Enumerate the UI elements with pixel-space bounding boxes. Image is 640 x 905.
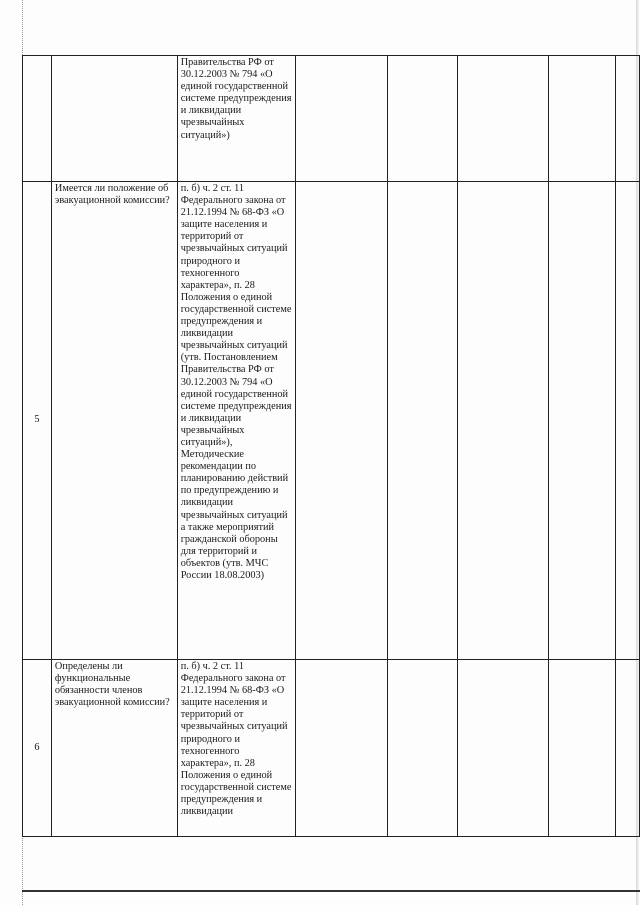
table-row [23,182,640,660]
row-number-cell: 5 [23,182,52,660]
empty-cell [388,182,458,660]
row-number-cell: 6 [23,660,52,837]
empty-cell [295,182,388,660]
question-cell: Имеется ли положение об эвакуационной комиссии? [51,182,177,660]
empty-cell [549,56,616,182]
page-bottom-border [22,890,640,892]
question-cell: Определены ли функциональные обязанности членов эвакуационной комиссии? [51,660,177,837]
table-row [23,660,640,837]
empty-cell [295,56,388,182]
empty-cell [549,182,616,660]
empty-cell [457,660,549,837]
empty-cell [616,660,640,837]
legal-basis-cell: п. б) ч. 2 ст. 11 Федерального закона от 21.12.1994 № 68-ФЗ «О защите населения и территорий от чрезвычайных ситуаций природного и техногенного характера», п. 28 Положения о единой государственной системе предупреждения и ликвидации [177,660,295,837]
table-row [23,56,640,182]
empty-cell [457,182,549,660]
inspection-checklist-table [22,55,640,837]
empty-cell [457,56,549,182]
empty-cell [388,56,458,182]
question-cell [51,56,177,182]
empty-cell [388,660,458,837]
legal-basis-cell: п. б) ч. 2 ст. 11 Федерального закона от 21.12.1994 № 68-ФЗ «О защите населения и территорий от чрезвычайных ситуаций природного и техногенного характера», п. 28 Положения о единой государственной системе предупреждения и ликвидации чрезвычайных ситуаций (утв. Постановлением Правительства РФ от 30.12.2003 № 794 «О единой государственной системе предупреждения и ликвидации чрезвычайных ситуаций»), Методические рекомендации по планированию действий по предупреждению и ликвидации чрезвычайных ситуаций а также мероприятий гражданской обороны для территорий и объектов (утв. МЧС России 18.08.2003) [177,182,295,660]
empty-cell [616,56,640,182]
legal-basis-cell: Правительства РФ от 30.12.2003 № 794 «О единой государственной системе предупреждения и ликвидации чрезвычайных ситуаций») [177,56,295,182]
empty-cell [616,182,640,660]
empty-cell [295,660,388,837]
empty-cell [549,660,616,837]
row-number-cell [23,56,52,182]
